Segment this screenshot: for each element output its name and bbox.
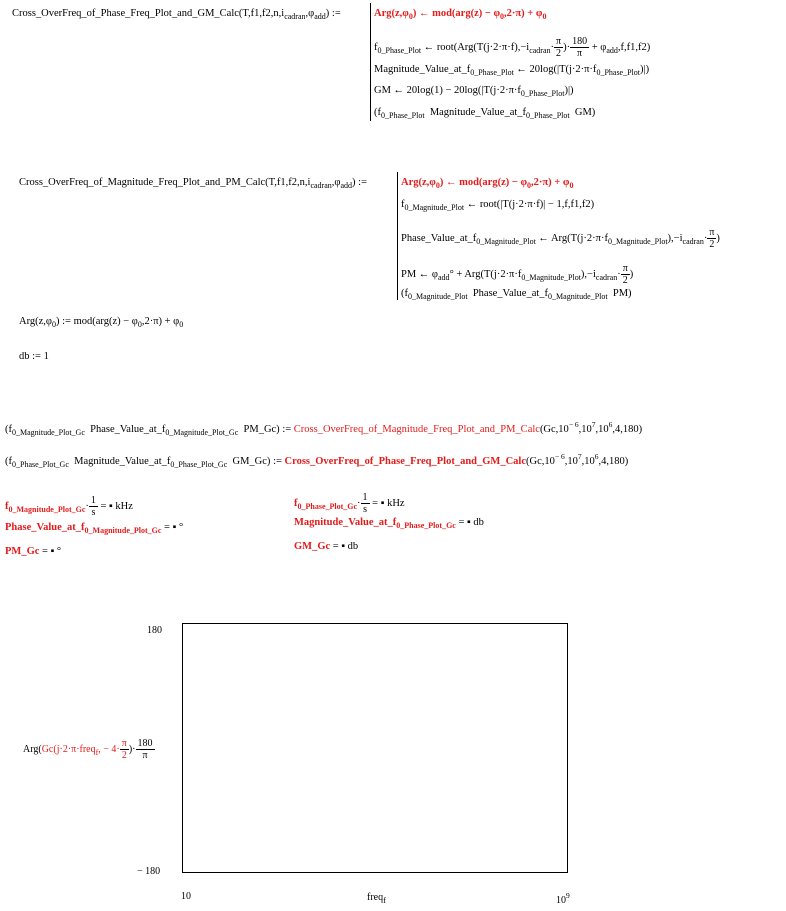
result-gm[interactable]: GM_Gc = ▪ db [294,541,359,552]
gm-program-bar [370,3,371,121]
pm-arg-line[interactable]: $Arg(z,\varphi_0)$ ← $mod(arg(z) - \varphi_0,2\cdot\pi) + \varphi_0$ [401,177,574,190]
y-axis-min-label: − 180 [137,866,161,877]
gm-root-line[interactable]: $f_{0\_Phase\_Plot}$ ← $root(Arg(T(j\cdot 2\cdot\pi\cdot f),-i_{cadran}\cdot$ $\frac{\pi}{2}$ )· $\frac{180}{\pi}$ + $\varphi_{add},f,f1,f2$) [374,36,651,59]
pm-return-line[interactable]: ($f_{0\_Magnitude\_Plot}$ $Phase\_Value\_at\_f_{0\_Magnitude\_Plot}$ PM) [401,288,632,301]
x-axis-max-label: $10^9$ [556,891,570,906]
pm-program-bar [397,172,398,300]
pm-pm-line[interactable]: PM ← $\varphi_{add}^\circ + Arg(T(j\cdot 2\cdot\pi\cdot f_{0\_Magnitude\_Plot}),-i_{cadran}\cdot$ $\frac{\pi}{2}$ ) [401,263,634,286]
db-definition[interactable]: db := 1 [19,351,49,362]
gm-call-assignment[interactable]: ($f_{0\_Phase\_Plot\_Gc}$ $Magnitude\_Value\_at\_f_{0\_Phase\_Plot\_Gc}$ GM_Gc) := $Cross\_OverFreq\_of\_Phase\_Freq\_Plot\_and\_GM\_Calc(Gc,10^{- 6},10^7,10^6,4,180)$ [5,452,629,469]
pm-function-header[interactable]: $Cross\_OverFreq\_of\_Magnitude\_Freq\_Plot\_and\_PM\_Calc(T,f1,f2,n,i_{cadran},\varphi_{add})$ := [19,177,367,190]
result-phase-value[interactable]: $Phase\_Value\_at\_f_{0\_Magnitude\_Plot\_Gc}$ = ▪ ° [5,522,184,535]
pm-phase-line[interactable]: $Phase\_Value\_at\_f_{0\_Magnitude\_Plot}$ ← $Arg(T(j\cdot 2\cdot\pi\cdot f_{0\_Magnitude\_Plot}),-i_{cadran}\cdot$ $\frac{\pi}{2}$ ) [401,227,720,250]
gm-gm-line[interactable]: GM ← $20\log(1) - 20\log(|T(j\cdot 2\cdot\pi\cdot f_{0\_Phase\_Plot})|)$ [374,85,574,98]
x-axis-label: freq$_f$ [367,892,386,905]
result-pm[interactable]: PM_Gc = ▪ ° [5,546,62,557]
y-axis-label: Arg(Gc(j·2·π·freq$_f$, − 4· $\frac{\pi}{2}$ )· $\frac{180}{\pi}$ [23,738,153,761]
phase-plot-area[interactable] [182,623,568,873]
phase-plot-svg [183,624,567,872]
gm-arg-line[interactable]: $Arg(z,\varphi_0)$ ← $mod(arg(z) - \varphi_0,2\cdot\pi) + \varphi_0$ [374,8,547,21]
result-magnitude-value[interactable]: $Magnitude\_Value\_at\_f_{0\_Phase\_Plot\_Gc}$ = ▪ db [294,517,484,530]
gm-return-line[interactable]: ($f_{0\_Phase\_Plot}$ $Magnitude\_Value\_at\_f_{0\_Phase\_Plot}$ GM) [374,107,596,120]
arg-definition[interactable]: $Arg(z,\varphi_0)$ := $mod(arg(z) - \varphi_0,2\cdot\pi) + \varphi_0$ [19,316,184,329]
y-axis-max-label: 180 [147,625,162,636]
pm-call-assignment[interactable]: ($f_{0\_Magnitude\_Plot\_Gc}$ $Phase\_Value\_at\_f_{0\_Magnitude\_Plot\_Gc}$ PM_Gc) := $Cross\_OverFreq\_of\_Magnitude\_Freq\_Plot\_and\_PM\_Calc(Gc,10^{- 6},10^7,10^6,4,180)$ [5,420,643,437]
result-f0-phase[interactable]: $f_{0\_Phase\_Plot\_Gc}\cdot$ $\frac{1}{s}$ = ▪ kHz [294,492,405,515]
result-f0-magnitude[interactable]: $f_{0\_Magnitude\_Plot\_Gc}\cdot$ $\frac{1}{s}$ = ▪ kHz [5,495,133,518]
pm-root-line[interactable]: $f_{0\_Magnitude\_Plot}$ ← root(|T(j·2·π·f)| − 1,f,f1,f2) [401,199,595,212]
gm-function-header[interactable]: $Cross\_OverFreq\_of\_Phase\_Freq\_Plot\_and\_GM\_Calc(T,f1,f2,n,i_{cadran},\varphi_{add})$ := [12,8,341,21]
gm-magnitude-line[interactable]: $Magnitude\_Value\_at\_f_{0\_Phase\_Plot}$ ← $20\log(|T(j\cdot 2\cdot\pi\cdot f_{0\_Phase\_Plot})|)$ [374,64,650,77]
x-axis-min-label: 10 [181,891,191,902]
